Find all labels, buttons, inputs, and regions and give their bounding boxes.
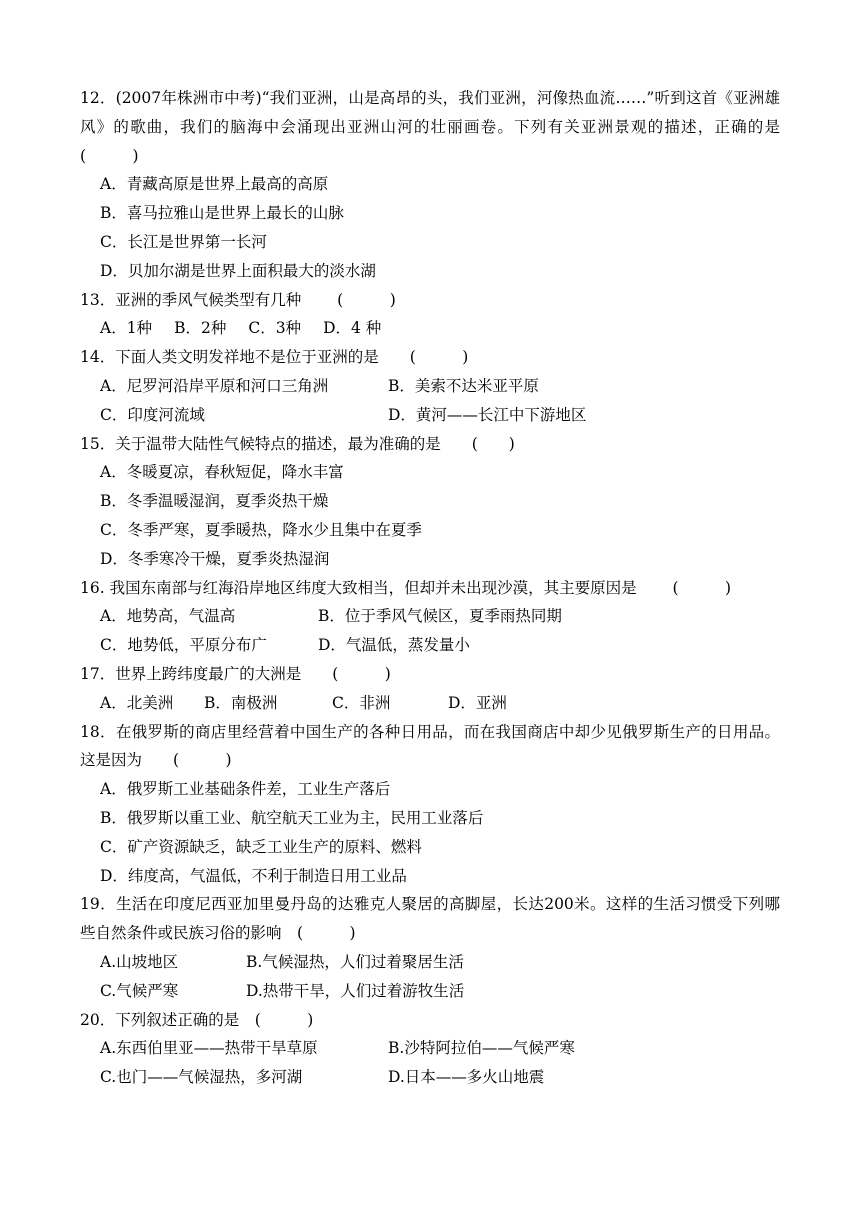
option-c: C．非洲 [332,693,391,712]
option-d: D.热带干旱，人们过着游牧生活 [246,981,465,1000]
option-row [80,372,780,401]
option-d: D．亚洲 [448,693,507,712]
option-a: A．地势高，气温高 [100,607,236,626]
option-c: C．3种 [248,319,302,338]
option-c: C.也门——气候湿热，多河湖 [100,1068,303,1087]
option-a: A．冬暖夏凉，春秋短促，降水丰富 [100,463,344,482]
option-b: B．喜马拉雅山是世界上最长的山脉 [100,204,344,223]
option-a: A.山坡地区 [100,952,179,971]
question-16 [80,574,780,660]
question-stem: 18．在俄罗斯的商店里经营着中国生产的各种日用品，而在我国商店中却少见俄罗斯生产的日用品。这是因为 ( ) [80,722,780,770]
question-12 [80,84,812,286]
option-b: B.沙特阿拉伯——气候严寒 [388,1039,575,1058]
option-c: C．地势低，平原分布广 [100,636,267,655]
option-row [80,689,780,718]
option-a: A．俄罗斯工业基础条件差，工业生产落后 [100,780,391,799]
question-stem: 19．生活在印度尼西亚加里曼丹岛的达雅克人聚居的高脚屋，长达200米。这样的生活习惯受下列哪些自然条件或民族习俗的影响 ( ) [80,895,780,943]
option-row [80,948,780,977]
option-b: B．冬季温暖湿润，夏季炎热干燥 [100,492,329,511]
option-row [80,314,780,343]
option-b: B．2种 [174,319,227,338]
question-20 [80,1006,780,1092]
option-a: A．1种 [100,319,153,338]
option-d: D．冬季寒冷干燥，夏季炎热湿润 [100,549,330,568]
option-row [80,977,780,1006]
question-15 [80,430,780,574]
option-d: D．4 种 [323,319,382,338]
option-b: B．位于季风气候区，夏季雨热同期 [318,607,562,626]
option-a: A.东西伯里亚——热带干旱草原 [100,1039,318,1058]
question-19 [80,890,780,1005]
question-14 [80,343,780,429]
option-a: A．北美洲 [100,693,174,712]
question-17 [80,660,780,718]
option-d: D．气温低，蒸发量小 [318,636,470,655]
option-row [80,401,780,430]
question-stem: 15．关于温带大陆性气候特点的描述，最为准确的是 ( ) [80,434,515,453]
question-stem: 12．(2007年株洲市中考)“我们亚洲，山是高昂的头，我们亚洲，河像热血流……”听到这首《亚洲雄风》的歌曲，我们的脑海中会涌现出亚洲山河的壮丽画卷。下列有关亚洲景观的描述，正确的是 ( ) [80,89,812,165]
option-row [80,631,780,660]
option-d: D．纬度高，气温低，不利于制造日用工业品 [100,866,407,885]
question-stem: 14．下面人类文明发祥地不是位于亚洲的是 ( ) [80,348,469,367]
option-b: B．俄罗斯以重工业、航空航天工业为主，民用工业落后 [100,808,484,827]
option-row [80,1034,780,1063]
question-stem: 20．下列叙述正确的是 ( ) [80,1010,314,1029]
question-stem: 17．世界上跨纬度最广的大洲是 ( ) [80,664,391,683]
option-c: C．印度河流域 [100,405,205,424]
option-b: B．美索不达米亚平原 [388,376,539,395]
question-sheet [80,84,812,1092]
option-d: D．黄河——长江中下游地区 [388,405,587,424]
option-a: A．青藏高原是世界上最高的高原 [100,175,329,194]
option-b: B.气候湿热，人们过着聚居生活 [246,952,464,971]
option-b: B．南极洲 [204,693,278,712]
question-18 [80,718,780,891]
option-c: C.气候严寒 [100,981,179,1000]
option-c: C．长江是世界第一长河 [100,232,267,251]
question-stem: 16. 我国东南部与红海沿岸地区纬度大致相当，但却并未出现沙漠，其主要原因是 ( ) [80,578,732,597]
option-c: C．矿产资源缺乏，缺乏工业生产的原料、燃料 [100,837,422,856]
option-row [80,602,780,631]
question-stem: 13．亚洲的季风气候类型有几种 ( ) [80,290,396,309]
question-13 [80,286,780,344]
option-c: C．冬季严寒，夏季暖热，降水少且集中在夏季 [100,520,422,539]
option-d: D．贝加尔湖是世界上面积最大的淡水湖 [100,261,376,280]
option-a: A．尼罗河沿岸平原和河口三角洲 [100,376,329,395]
option-d: D.日本——多火山地震 [388,1068,545,1087]
option-row [80,1063,780,1092]
